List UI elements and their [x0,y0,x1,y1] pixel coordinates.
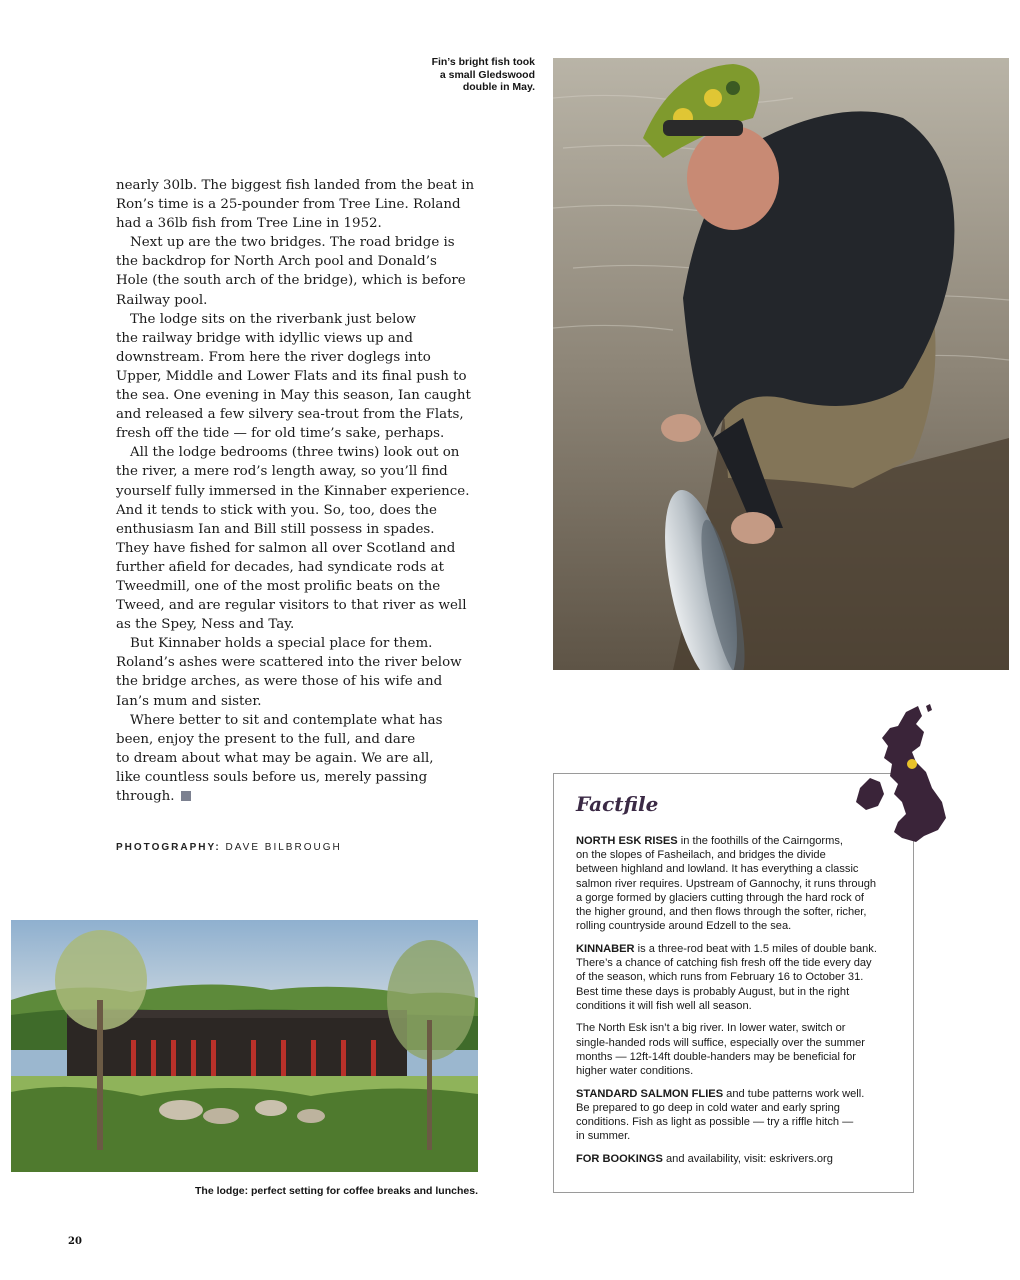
fact-line: on the slopes of Fasheilach, and bridges the divide [576,849,826,862]
text-line: enthusiasm Ian and Bill still possess in spades. [116,521,435,537]
text-line: The lodge sits on the riverbank just below [130,311,416,327]
fact-line: a gorge formed by glaciers cutting through the hard rock of [576,891,864,904]
text-line: Tweedmill, one of the most prolific beats on the [116,578,441,594]
fact-line [576,942,902,956]
fact-text: and tube patterns work well. [723,1087,865,1100]
text-line: downstream. From here the river doglegs into [116,349,431,365]
fact-line [576,834,902,848]
fact-line: higher water conditions. [576,1065,694,1078]
text-line: the river, a mere rod’s length away, so you’ll find [116,464,448,480]
text-line: But Kinnaber holds a special place for them. [130,636,433,652]
fact-line: There’s a chance of catching fish fresh off the tide every day [576,957,872,970]
text-line: Next up are the two bridges. The road bridge is [130,235,455,251]
fact-lead: KINNABER [576,942,635,955]
fact-line [576,1087,902,1101]
caption-line: double in May. [462,81,535,93]
text-line: further afield for decades, had syndicate rods at [116,559,444,575]
fact-line: conditions it will fish well all season. [576,999,752,1012]
fact-text: in the foothills of the Cairngorms, [677,835,843,847]
fact-line: months — 12ft-14ft double-handers may be beneficial for [576,1050,856,1063]
text-line: And it tends to stick with you. So, too, does the [116,502,437,518]
text-line: the bridge arches, as were those of his wife and [116,674,443,690]
text-line: the sea. One evening in May this season, Ian caught [116,388,471,404]
fact-line: Best time these days is probably August, but in the right [576,985,850,998]
caption-line: a small Gledswood [439,68,535,81]
fact-line: in summer. [576,1130,631,1143]
lodge-photo [11,920,478,1172]
text-line: Tweed, and are regular visitors to that river as well [116,598,467,614]
fact-line: the higher ground, and then flows through the softer, richer, [576,906,867,919]
text-line: Ron’s time is a 25-pounder from Tree Line. Roland [116,197,461,213]
text-line: been, enjoy the present to the full, and dare [116,731,416,747]
text-line-last [116,787,488,806]
uk-map-icon [846,702,956,852]
fact-line: of the season, which runs from February 16 to October 31. [576,971,864,984]
text-line: nearly 30lb. The biggest fish landed from the beat in [116,178,475,193]
factfile-paragraph [576,834,902,933]
photo-credit-label: PHOTOGRAPHY: [116,842,221,853]
factfile-paragraph [576,1021,902,1078]
fact-line: Be prepared to go deep in cold water and early spring [576,1101,840,1114]
text-line: as the Spey, Ness and Tay. [116,617,295,633]
end-of-article-mark [181,791,191,801]
fact-line: salmon river requires. Upstream of Gannochy, it runs through [576,877,877,890]
fact-line: The North Esk isn’t a big river. In lower water, switch or [576,1022,846,1035]
text-line: Upper, Middle and Lower Flats and its final push to [116,368,467,384]
photographer-name: DAVE BILBROUGH [225,842,342,853]
factfile-paragraph [576,1152,902,1166]
text-line: yourself fully immersed in the Kinnaber experience. [116,483,470,499]
factfile-paragraph [576,1087,902,1144]
fact-line: rolling countryside around Edzell to the sea. [576,920,792,933]
page-number: 20 [68,1236,82,1247]
text-line: had a 36lb fish from Tree Line in 1952. [116,216,382,232]
factfile-title: Factfile [576,792,659,816]
text-line: the railway bridge with idyllic views up and [116,330,414,346]
photo-caption-top [380,56,535,94]
factfile-body [576,834,902,1175]
fact-line: between highland and lowland. It has everything a classic [576,863,859,876]
text-line-end: through. [116,789,175,804]
text-line: the backdrop for North Arch pool and Donald’s [116,254,437,270]
fact-line: conditions. Fish as light as possible — try a riffle hitch — [576,1116,854,1129]
text-line: All the lodge bedrooms (three twins) look out on [130,445,460,461]
fact-line: single-handed rods will suffice, especially over the summer [576,1036,865,1049]
fact-line [576,1152,902,1166]
text-line: Where better to sit and contemplate what has [130,712,443,728]
fact-text: is a three-rod beat with 1.5 miles of double bank. [634,942,877,955]
factfile-paragraph [576,942,902,1013]
text-line: and released a few silvery sea-trout from the Flats, [116,407,464,423]
fact-lead: FOR BOOKINGS [576,1153,663,1166]
text-line: Roland’s ashes were scattered into the river below [116,655,462,671]
photo-credit [116,842,342,853]
fact-lead: NORTH ESK RISES [576,835,678,847]
text-line: fresh off the tide — for old time’s sake, perhaps. [116,426,445,442]
angler-salmon-photo [553,58,1009,670]
fact-lead: STANDARD SALMON FLIES [576,1087,724,1100]
location-marker-icon [907,759,917,769]
text-line: Railway pool. [116,292,208,308]
article-body [116,176,488,806]
caption-line: Fin’s bright fish took [431,56,535,68]
text-line: They have fished for salmon all over Scotland and [116,540,456,556]
text-line: like countless souls before us, merely passing [116,769,428,785]
text-line: Hole (the south arch of the bridge), which is before [116,273,466,289]
fact-text: and availability, visit: eskrivers.org [662,1153,833,1166]
text-line: Ian’s mum and sister. [116,693,262,709]
photo-caption-bottom: The lodge: perfect setting for coffee breaks and lunches. [195,1185,478,1197]
text-line: to dream about what may be again. We are all, [116,750,434,766]
